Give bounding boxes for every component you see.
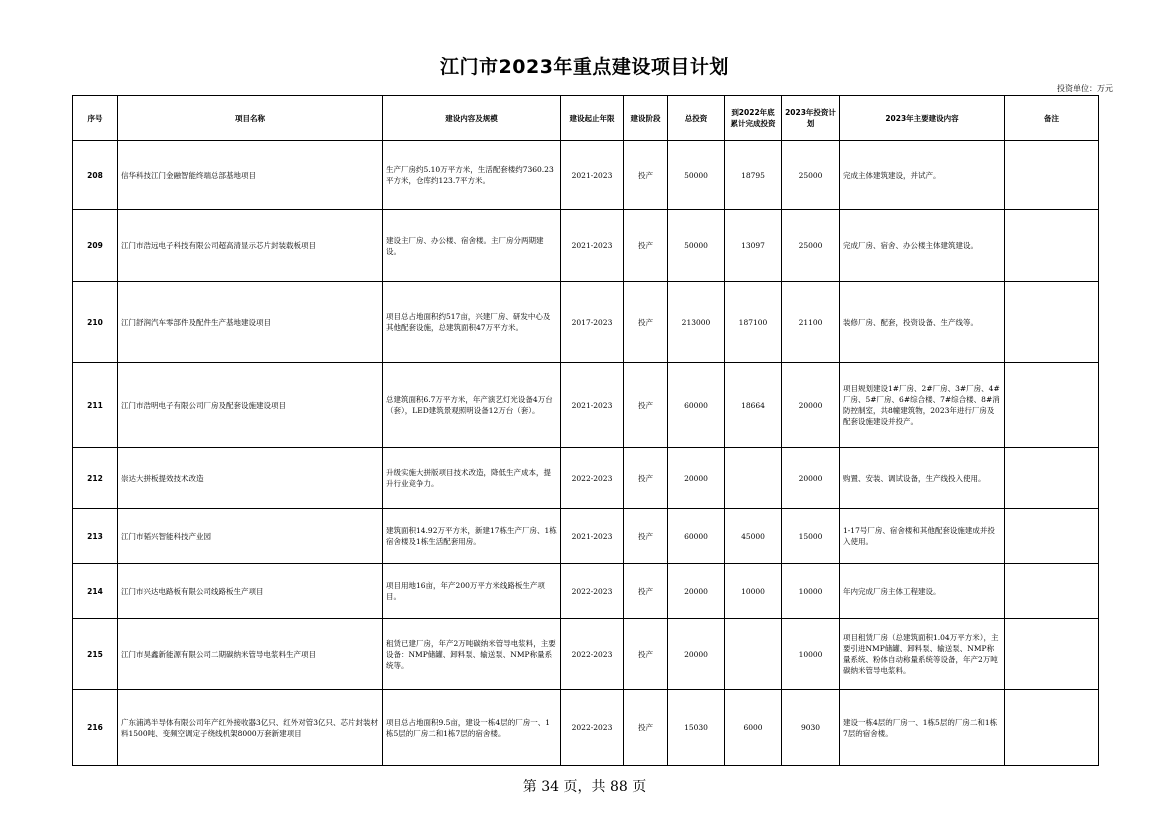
- row-stage: 投产: [624, 564, 668, 619]
- table-row: [73, 363, 1099, 448]
- row-total: 60000: [668, 363, 725, 448]
- row-seq: 208: [73, 141, 118, 210]
- row-note: [1005, 210, 1099, 282]
- row-period: 2021-2023: [561, 141, 624, 210]
- row-name: 江门市浩远电子科技有限公司超高清显示芯片封装载板项目: [118, 210, 383, 282]
- row-plan: 21100: [782, 282, 840, 363]
- row-stage: 投产: [624, 282, 668, 363]
- row-content: 总建筑面积6.7万平方米，年产演艺灯光设备4万台（套），LED建筑景观照明设备12万台（套）。: [383, 363, 561, 448]
- row-plan: 20000: [782, 448, 840, 509]
- row-total: 60000: [668, 509, 725, 564]
- row-total: 20000: [668, 448, 725, 509]
- table-row: [73, 282, 1099, 363]
- row-total: 15030: [668, 690, 725, 766]
- row-note: [1005, 141, 1099, 210]
- header-note: 备注: [1005, 96, 1099, 141]
- row-period: 2021-2023: [561, 509, 624, 564]
- row-seq: 210: [73, 282, 118, 363]
- table-row: [73, 141, 1099, 210]
- table-row: [73, 564, 1099, 619]
- row-seq: 209: [73, 210, 118, 282]
- row-name: 江门市浩明电子有限公司厂房及配套设施建设项目: [118, 363, 383, 448]
- row-note: [1005, 448, 1099, 509]
- row-done: [725, 619, 782, 690]
- page-number: 第 34 页，共 88 页: [522, 779, 647, 795]
- row-plan: 10000: [782, 564, 840, 619]
- row-stage: 投产: [624, 509, 668, 564]
- row-name: 广东浦鸿半导体有限公司年产红外接收器3亿只、红外对管3亿只、芯片封装材料1500吨、变频空调定子绕线机架8000万套新建项目: [118, 690, 383, 766]
- row-total: 50000: [668, 210, 725, 282]
- row-note: [1005, 282, 1099, 363]
- header-seq: 序号: [73, 96, 118, 141]
- row-name: 江门市韬兴智能科技产业园: [118, 509, 383, 564]
- row-main: 项目规划建设1#厂房、2#厂房、3#厂房、4#厂房、5#厂房、6#综合楼、7#综合楼、8#消防控制室，共8幢建筑物，2023年进行厂房及配套设施建设并投产。: [840, 363, 1005, 448]
- row-stage: 投产: [624, 690, 668, 766]
- row-total: 20000: [668, 619, 725, 690]
- row-stage: 投产: [624, 448, 668, 509]
- row-done: 18795: [725, 141, 782, 210]
- table-row: [73, 448, 1099, 509]
- row-content: 生产厂房约5.10万平方米，生活配套楼约7360.23平方米，仓库约123.7平方米。: [383, 141, 561, 210]
- row-content: 升级实施大拼版项目技术改造，降低生产成本，提升行业竞争力。: [383, 448, 561, 509]
- row-note: [1005, 619, 1099, 690]
- row-content: 建筑面积14.92万平方米，新建17栋生产厂房、1栋宿舍楼及1栋生活配套用房。: [383, 509, 561, 564]
- row-content: 项目用地16亩，年产200万平方米线路板生产项目。: [383, 564, 561, 619]
- row-seq: 216: [73, 690, 118, 766]
- row-name: 江门舒润汽车零部件及配件生产基地建设项目: [118, 282, 383, 363]
- row-period: 2022-2023: [561, 619, 624, 690]
- row-period: 2022-2023: [561, 564, 624, 619]
- row-seq: 215: [73, 619, 118, 690]
- row-name: 崇达大拼板提效技术改造: [118, 448, 383, 509]
- table-body: [73, 141, 1099, 766]
- row-note: [1005, 564, 1099, 619]
- header-plan: 2023年投资计划: [782, 96, 840, 141]
- row-total: 20000: [668, 564, 725, 619]
- row-done: 6000: [725, 690, 782, 766]
- row-content: 项目总占地面积9.5亩，建设一栋4层的厂房一、1栋5层的厂房二和1栋7层的宿舍楼。: [383, 690, 561, 766]
- row-main: 完成主体建筑建设，并试产。: [840, 141, 1005, 210]
- header-main: 2023年主要建设内容: [840, 96, 1005, 141]
- row-content: 建设主厂房、办公楼、宿舍楼。主厂房分两期建设。: [383, 210, 561, 282]
- table-row: [73, 509, 1099, 564]
- header-stage: 建设阶段: [624, 96, 668, 141]
- table-row: [73, 690, 1099, 766]
- row-note: [1005, 363, 1099, 448]
- row-stage: 投产: [624, 210, 668, 282]
- row-period: 2022-2023: [561, 690, 624, 766]
- row-plan: 10000: [782, 619, 840, 690]
- row-done: 45000: [725, 509, 782, 564]
- header-period: 建设起止年限: [561, 96, 624, 141]
- row-plan: 25000: [782, 141, 840, 210]
- row-period: 2022-2023: [561, 448, 624, 509]
- row-content: 项目总占地面积约517亩，兴建厂房、研发中心及其他配套设施，总建筑面积47万平方米。: [383, 282, 561, 363]
- row-period: 2017-2023: [561, 282, 624, 363]
- table-header-row: [73, 96, 1099, 141]
- row-plan: 15000: [782, 509, 840, 564]
- header-total: 总投资: [668, 96, 725, 141]
- row-done: [725, 448, 782, 509]
- row-period: 2021-2023: [561, 363, 624, 448]
- row-main: 年内完成厂房主体工程建设。: [840, 564, 1005, 619]
- row-note: [1005, 690, 1099, 766]
- row-done: 13097: [725, 210, 782, 282]
- row-period: 2021-2023: [561, 210, 624, 282]
- row-content: 租赁已建厂房，年产2万吨碳纳米管导电浆料，主要设备：NMP储罐、卸料泵、输送泵、NMP称量系统等。: [383, 619, 561, 690]
- row-main: 购置、安装、调试设备，生产线投入使用。: [840, 448, 1005, 509]
- row-name: 江门市兴达电路板有限公司线路板生产项目: [118, 564, 383, 619]
- row-main: 完成厂房、宿舍、办公楼主体建筑建设。: [840, 210, 1005, 282]
- row-stage: 投产: [624, 141, 668, 210]
- row-name: 信华科技江门金融智能终端总部基地项目: [118, 141, 383, 210]
- row-note: [1005, 509, 1099, 564]
- row-done: 187100: [725, 282, 782, 363]
- row-done: 10000: [725, 564, 782, 619]
- page-title: 江门市2023年重点建设项目计划: [440, 56, 729, 78]
- row-plan: 25000: [782, 210, 840, 282]
- investment-unit-label: 投资单位：万元: [1057, 84, 1113, 93]
- row-stage: 投产: [624, 619, 668, 690]
- header-done: 到2022年底累计完成投资: [725, 96, 782, 141]
- row-main: 装修厂房、配套，投资设备、生产线等。: [840, 282, 1005, 363]
- row-plan: 9030: [782, 690, 840, 766]
- table-row: [73, 210, 1099, 282]
- row-total: 50000: [668, 141, 725, 210]
- row-plan: 20000: [782, 363, 840, 448]
- header-name: 项目名称: [118, 96, 383, 141]
- row-seq: 212: [73, 448, 118, 509]
- row-main: 1-17号厂房、宿舍楼和其他配套设施建成并投入使用。: [840, 509, 1005, 564]
- row-name: 江门市昊鑫新能源有限公司二期碳纳米管导电浆料生产项目: [118, 619, 383, 690]
- row-main: 项目租赁厂房（总建筑面积1.04万平方米），主要引进NMP储罐、卸料泵、输送泵、NMP称量系统、粉体自动称量系统等设备，年产2万吨碳纳米管导电浆料。: [840, 619, 1005, 690]
- row-stage: 投产: [624, 363, 668, 448]
- row-seq: 214: [73, 564, 118, 619]
- row-done: 18664: [725, 363, 782, 448]
- table-row: [73, 619, 1099, 690]
- project-table: [72, 95, 1099, 766]
- header-content: 建设内容及规模: [383, 96, 561, 141]
- row-seq: 211: [73, 363, 118, 448]
- row-total: 213000: [668, 282, 725, 363]
- row-main: 建设一栋4层的厂房一、1栋5层的厂房二和1栋7层的宿舍楼。: [840, 690, 1005, 766]
- row-seq: 213: [73, 509, 118, 564]
